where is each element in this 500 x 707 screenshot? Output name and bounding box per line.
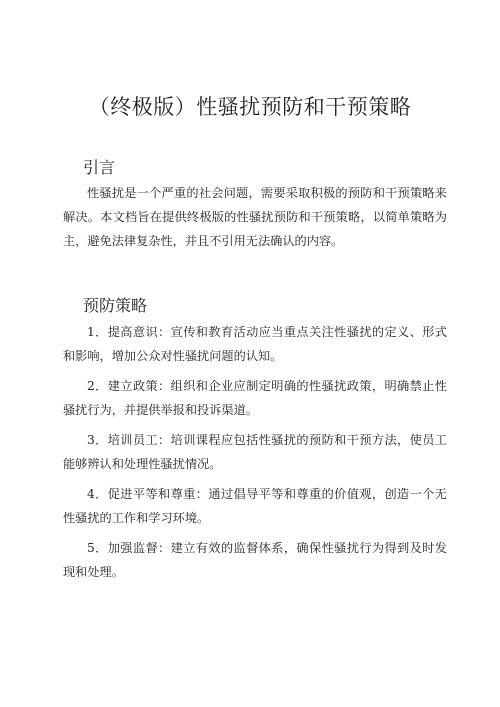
prevention-item-5: 5．加强监督：建立有效的监督体系，确保性骚扰行为得到及时发现和处理。 <box>63 541 447 579</box>
section-heading-introduction: 引言 <box>83 158 116 177</box>
introduction-paragraph: 性骚扰是一个严重的社会问题，需要采取积极的预防和干预策略来解决。本文档旨在提供终极版的性骚扰预防和干预策略，以简单策略为主，避免法律复杂性，并且不引用无法确认的内容。 <box>63 186 447 248</box>
document-title: （终极版）性骚扰预防和干预策略 <box>88 95 412 119</box>
prevention-item-4: 4．促进平等和尊重：通过倡导平等和尊重的价值观，创造一个无性骚扰的工作和学习环境。 <box>63 487 447 525</box>
prevention-item-3: 3．培训员工：培训课程应包括性骚扰的预防和干预方法，使员工能够辨认和处理性骚扰情况。 <box>63 433 447 471</box>
section-heading-prevention: 预防策略 <box>83 296 148 315</box>
prevention-item-1: 1．提高意识：宣传和教育活动应当重点关注性骚扰的定义、形式和影响，增加公众对性骚扰问题的认知。 <box>63 325 447 363</box>
prevention-item-2: 2．建立政策：组织和企业应制定明确的性骚扰政策，明确禁止性骚扰行为，并提供举报和投诉渠道。 <box>63 379 447 417</box>
